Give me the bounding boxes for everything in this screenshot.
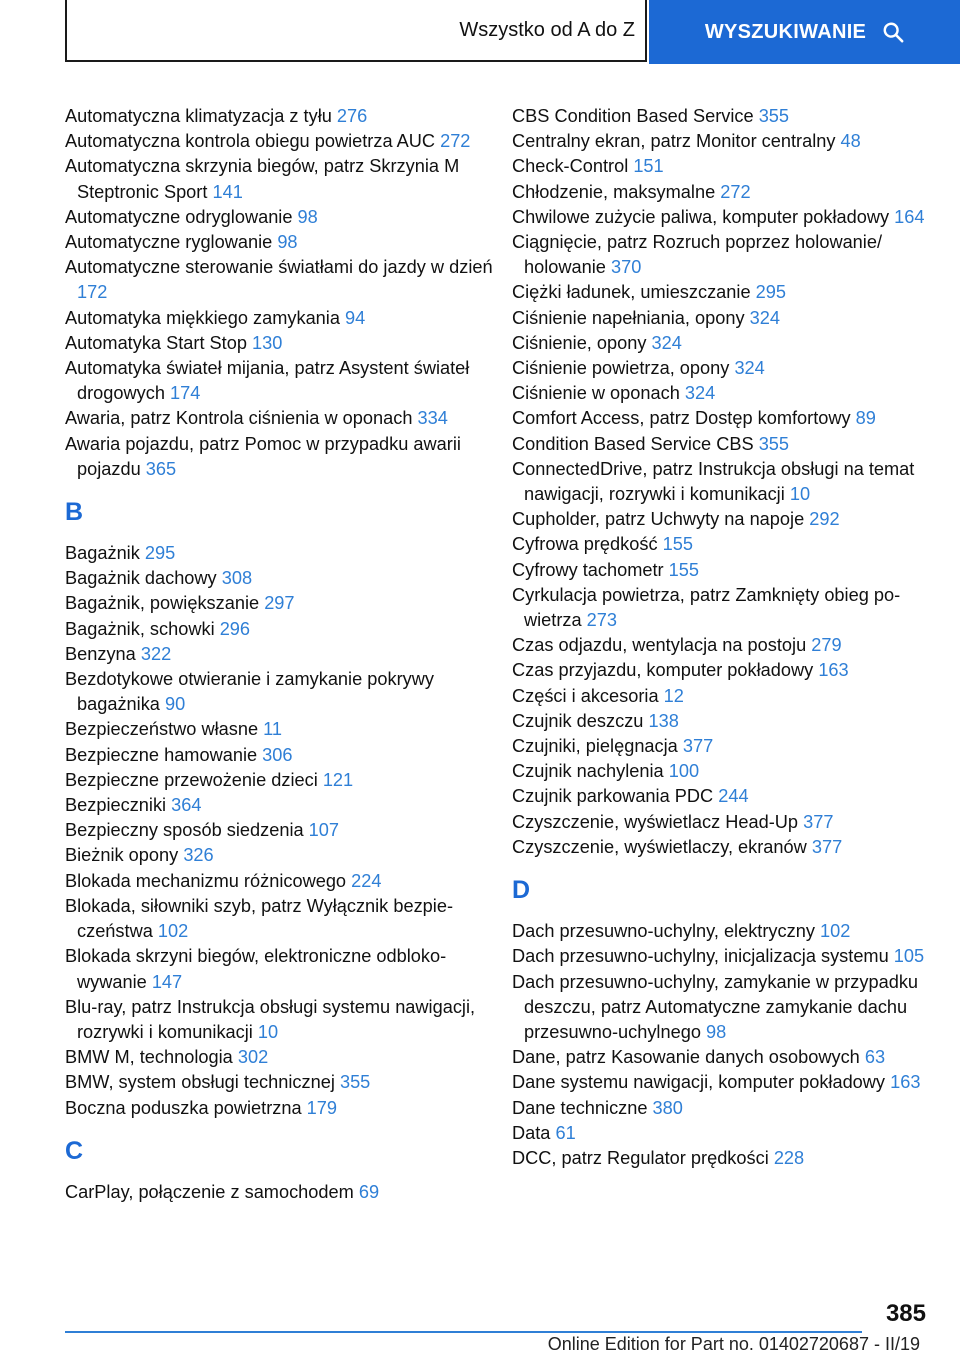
index-entry-text: Ciśnienie w oponach — [512, 383, 680, 404]
page-reference-link[interactable]: 244 — [718, 786, 749, 807]
index-entry-text: Bezpieczniki — [65, 795, 167, 816]
index-entry-text: Bezpieczne przewożenie dzieci — [65, 769, 318, 790]
page-reference-link[interactable]: 370 — [610, 257, 642, 278]
index-entry-text: Czujnik deszczu — [512, 710, 644, 731]
page-reference-link[interactable]: 11 — [263, 719, 283, 740]
index-entry — [65, 944, 495, 994]
page-reference-link[interactable]: 295 — [144, 543, 176, 564]
index-entry — [512, 180, 932, 205]
index-entry-text: Bagażnik — [65, 543, 140, 564]
index-entry — [512, 205, 932, 230]
index-entry-text: Dach przesuwno-uchylny, elektryczny — [512, 921, 815, 942]
page-reference-link[interactable]: 334 — [417, 408, 448, 429]
index-entry-text: Czyszczenie, wyświetlacz Head-Up — [512, 811, 799, 832]
page-reference-link[interactable]: 138 — [648, 710, 679, 731]
index-entry-text: Czujniki, pielęgnacja — [512, 736, 678, 757]
page-reference-link[interactable]: 179 — [306, 1097, 338, 1118]
index-entry-text: BMW M, technologia — [65, 1047, 233, 1068]
page-reference-link[interactable]: 296 — [219, 618, 251, 639]
index-entry — [512, 154, 932, 179]
index-entry-text: Dach przesuwno-uchylny, inicjalizacja systemu — [512, 946, 889, 967]
index-entry — [65, 591, 495, 616]
index-entry-text: Bagażnik, schowki — [65, 618, 215, 639]
page-reference-link[interactable]: 377 — [811, 836, 843, 857]
a-to-z-tab-label: Wszystko od A do Z — [459, 18, 635, 41]
index-entry — [512, 1045, 932, 1070]
index-entry-text: Automatyczne odryglowanie — [65, 206, 293, 227]
index-entry — [512, 1070, 932, 1095]
page-reference-link[interactable]: 297 — [264, 593, 295, 614]
page-reference-link[interactable]: 364 — [171, 795, 202, 816]
index-entry — [512, 784, 932, 809]
page-reference-link[interactable]: 377 — [682, 736, 714, 757]
index-entry — [512, 583, 932, 633]
index-entry — [65, 642, 495, 667]
index-column-left — [65, 104, 495, 1205]
index-entry-text: Dach przesuwno-uchylny, zamykanie w przypadku deszczu, patrz Automatyczne zamykanie dachu przesuwno-uchylnego — [512, 971, 919, 1042]
index-entry-text: Bieżnik opony — [65, 845, 179, 866]
index-column-right — [512, 104, 932, 1171]
search-tab-label: WYSZUKIWANIE — [704, 20, 867, 43]
section-letter: C — [65, 1136, 84, 1165]
index-entry — [512, 633, 932, 658]
index-entry — [512, 810, 932, 835]
index-entry-text: Ciśnienie powietrza, opony — [512, 358, 730, 379]
index-entry-text: Czujnik parkowania PDC — [512, 786, 714, 807]
page-reference-link[interactable]: 279 — [811, 635, 842, 656]
page-reference-link[interactable]: 324 — [651, 332, 682, 353]
index-entry-text: Dane techniczne — [512, 1097, 648, 1118]
page-reference-link[interactable]: 272 — [720, 181, 751, 202]
index-entry — [65, 1045, 495, 1070]
index-entry-text: Benzyna — [65, 643, 136, 664]
index-entry-text: Czyszczenie, wyświetlaczy, ekranów — [512, 836, 807, 857]
page-reference-link[interactable]: 155 — [668, 559, 700, 580]
index-entry-text: Chwilowe zużycie paliwa, komputer pokładowy — [512, 206, 890, 227]
index-entry — [512, 406, 932, 431]
index-entry-text: Centralny ekran, patrz Monitor centralny — [512, 131, 836, 152]
index-entry-text: Dane, patrz Kasowanie danych osobowych — [512, 1047, 860, 1068]
page-reference-link[interactable]: 102 — [157, 921, 189, 942]
index-entry — [512, 129, 932, 154]
index-entry — [65, 406, 495, 431]
index-entry — [65, 356, 495, 406]
page-reference-link[interactable]: 324 — [749, 307, 780, 328]
page-reference-link[interactable]: 98 — [297, 206, 318, 227]
index-entry — [512, 457, 932, 507]
index-entry-text: Czas odjazdu, wentylacja na postoju — [512, 635, 807, 656]
page-reference-link[interactable]: 355 — [339, 1072, 371, 1093]
index-entry — [512, 1146, 932, 1171]
index-entry — [65, 793, 495, 818]
index-entry-text: Bezdotykowe otwieranie i zamykanie pokrywy bagażnika — [65, 669, 434, 715]
page-reference-link[interactable]: 355 — [758, 433, 790, 454]
index-entry-text: Bagażnik, powiększanie — [65, 593, 260, 614]
index-entry-text: ConnectedDrive, patrz Instrukcja obsługi na temat nawigacji, rozrywki i komunikacji — [512, 458, 915, 505]
page-reference-link[interactable]: 377 — [803, 811, 834, 832]
page-reference-link[interactable]: 163 — [890, 1072, 921, 1093]
page-reference-link[interactable]: 172 — [77, 282, 108, 303]
index-entry — [65, 894, 495, 944]
index-entry — [65, 1096, 495, 1121]
index-entry — [512, 709, 932, 734]
index-entry-text: Awaria pojazdu, patrz Pomoc w przypadku awarii pojazdu — [65, 433, 461, 479]
footer-divider — [65, 1331, 862, 1333]
page-reference-link[interactable]: 10 — [789, 484, 811, 505]
index-entry-text: CarPlay, połączenie z samochodem — [65, 1181, 354, 1202]
index-entry — [512, 507, 932, 532]
index-entry-text: BMW, system obsługi technicznej — [65, 1072, 335, 1093]
search-tab[interactable] — [649, 0, 960, 64]
index-entry-text: Blokada skrzyni biegów, elektroniczne odblokowywanie — [65, 946, 447, 992]
page-reference-link[interactable]: 147 — [151, 971, 183, 992]
page-reference-link[interactable]: 163 — [818, 660, 849, 681]
section-letter: B — [65, 498, 84, 527]
index-entry — [65, 667, 495, 717]
index-entry — [65, 717, 495, 742]
index-entry — [65, 104, 495, 129]
page-reference-link[interactable]: 326 — [183, 845, 214, 866]
page-reference-link[interactable]: 130 — [252, 332, 283, 353]
index-entry-text: Dane systemu nawigacji, komputer pokładowy — [512, 1072, 886, 1093]
index-entry — [65, 818, 495, 843]
index-entry-text: Automatyczna skrzynia biegów, patrz Skrzynia M Steptronic Sport — [65, 156, 460, 202]
index-entry-text: Ciśnienie napełniania, opony — [512, 307, 745, 328]
index-entry — [65, 129, 495, 154]
index-entry — [65, 432, 495, 482]
index-entry — [65, 617, 495, 642]
page-reference-link[interactable]: 380 — [652, 1097, 683, 1118]
index-entry-text: Bezpieczne hamowanie — [65, 744, 258, 765]
page-reference-link[interactable]: 276 — [336, 106, 368, 126]
page-reference-link[interactable]: 324 — [734, 358, 765, 379]
page-reference-link[interactable]: 272 — [440, 131, 471, 152]
index-entry — [512, 558, 932, 583]
index-entry-text: Automatyczne sterowanie światłami do jazdy w dzień — [65, 257, 493, 278]
page-reference-link[interactable]: 295 — [755, 282, 786, 303]
page-reference-link[interactable]: 306 — [262, 744, 293, 765]
index-entry — [65, 205, 495, 230]
index-entry — [65, 255, 495, 305]
page-reference-link[interactable]: 302 — [237, 1047, 269, 1068]
index-entry — [512, 1121, 932, 1146]
index-entry-text: Automatyka miękkiego zamykania — [65, 307, 340, 328]
index-entry — [512, 432, 932, 457]
page-reference-link[interactable]: 224 — [351, 870, 382, 891]
footer-edition: Online Edition for Part no. 01402720687 - II/19 — [547, 1334, 920, 1354]
index-entry-text: Ciężki ładunek, umieszczanie — [512, 282, 751, 303]
index-entry-text: Bezpieczny sposób siedzenia — [65, 820, 304, 841]
index-entry-text: Ciągnięcie, patrz Rozruch poprzez holowanie/ holowanie — [512, 232, 883, 278]
index-entry-text: Cyrkulacja powietrza, patrz Zamknięty obieg powietrza — [512, 584, 901, 631]
index-entry — [65, 843, 495, 868]
index-entry — [512, 331, 932, 356]
index-entry — [65, 995, 495, 1045]
page-reference-link[interactable]: 141 — [212, 181, 243, 202]
page-number: 385 — [885, 1300, 926, 1327]
index-entry — [512, 280, 932, 305]
page-reference-link[interactable]: 90 — [164, 694, 186, 715]
page-reference-link[interactable]: 98 — [706, 1021, 727, 1042]
page-reference-link[interactable]: 100 — [668, 761, 700, 782]
index-entry — [512, 1096, 932, 1121]
index-entry — [512, 684, 932, 709]
index-entry — [65, 743, 495, 768]
page-reference-link[interactable]: 121 — [322, 769, 354, 790]
page-reference-link[interactable]: 273 — [586, 610, 618, 631]
index-entry-text: Bezpieczeństwo własne — [65, 719, 259, 740]
page-reference-link[interactable]: 107 — [308, 820, 340, 841]
index-entry-text: Boczna poduszka powietrzna — [65, 1097, 302, 1118]
page-reference-link[interactable]: 174 — [170, 383, 201, 404]
index-entry — [512, 944, 932, 969]
page-reference-link[interactable]: 155 — [662, 534, 693, 555]
index-entry — [512, 658, 932, 683]
top-navigation — [65, 0, 960, 64]
section-letter: D — [512, 876, 531, 905]
index-entry — [65, 566, 495, 591]
page-reference-link[interactable]: 308 — [221, 568, 253, 589]
index-entry — [65, 306, 495, 331]
index-entry — [512, 306, 932, 331]
index-entry — [512, 734, 932, 759]
index-entry-text: Cyfrowy tachometr — [512, 559, 664, 580]
page-reference-link[interactable]: 292 — [809, 509, 840, 530]
index-entry-text: Automatyczna kontrola obiegu powietrza AUC — [65, 131, 436, 152]
page-reference-link[interactable]: 61 — [555, 1122, 576, 1143]
index-entry — [512, 230, 932, 280]
index-entry — [512, 970, 932, 1046]
index-entry-text: Automatyka Start Stop — [65, 332, 247, 353]
index-entry — [512, 919, 932, 944]
index-entry-text: Automatyczna klimatyzacja z tyłu — [65, 106, 332, 126]
index-entry — [512, 104, 932, 129]
index-entry-text: CBS Condition Based Service — [512, 106, 754, 126]
index-entry — [512, 759, 932, 784]
page-reference-link[interactable]: 151 — [633, 156, 664, 177]
a-to-z-tab[interactable] — [65, 0, 647, 62]
page-reference-link[interactable]: 102 — [819, 921, 851, 942]
page-reference-link[interactable]: 355 — [758, 106, 790, 126]
index-entry-text: Blu-ray, patrz Instrukcja obsługi systemu nawigacji, rozrywki i komunikacji — [65, 996, 476, 1042]
index-entry-text: DCC, patrz Regulator prędkości — [512, 1147, 769, 1168]
page-reference-link[interactable]: 89 — [855, 408, 876, 429]
page-reference-link[interactable]: 228 — [773, 1147, 805, 1168]
search-icon — [882, 21, 904, 43]
index-entry — [512, 381, 932, 406]
index-entry — [65, 1180, 495, 1205]
page-reference-link[interactable]: 164 — [894, 206, 925, 227]
page-reference-link[interactable]: 94 — [345, 307, 366, 328]
index-entry-text: Automatyka świateł mijania, patrz Asystent świateł drogowych — [65, 358, 470, 404]
index-entry-text: Cupholder, patrz Uchwyty na napoje — [512, 509, 805, 530]
index-entry-text: Data — [512, 1122, 551, 1143]
index-entry-text: Condition Based Service CBS — [512, 433, 754, 454]
index-entry-text: Ciśnienie, opony — [512, 332, 647, 353]
index-entry-text: Blokada, siłowniki szyb, patrz Wyłącznik bezpieczeństwa — [65, 895, 453, 942]
page-reference-link[interactable]: 98 — [277, 232, 298, 253]
index-entry-text: Awaria, patrz Kontrola ciśnienia w oponach — [65, 408, 413, 429]
page-reference-link[interactable]: 322 — [140, 643, 172, 664]
index-entry-text: Czujnik nachylenia — [512, 761, 664, 782]
page-reference-link[interactable]: 324 — [684, 383, 716, 404]
index-entry — [65, 230, 495, 255]
page-reference-link[interactable]: 365 — [145, 458, 177, 479]
index-entry-text: Chłodzenie, maksymalne — [512, 181, 716, 202]
index-entry-text: Części i akcesoria — [512, 685, 659, 706]
page-reference-link[interactable]: 63 — [864, 1047, 886, 1068]
index-entry — [65, 154, 495, 204]
index-entry-text: Bagażnik dachowy — [65, 568, 217, 589]
index-entry-text: Czas przyjazdu, komputer pokładowy — [512, 660, 814, 681]
page-reference-link[interactable]: 12 — [663, 685, 684, 706]
page-reference-link[interactable]: 10 — [257, 1021, 279, 1042]
index-entry-text: Blokada mechanizmu różnicowego — [65, 870, 347, 891]
page-reference-link[interactable]: 69 — [358, 1181, 380, 1202]
index-entry — [512, 835, 932, 860]
index-entry-text: Comfort Access, patrz Dostęp komfortowy — [512, 408, 851, 429]
index-entry — [512, 532, 932, 557]
page-reference-link[interactable]: 105 — [893, 946, 925, 967]
index-entry — [65, 541, 495, 566]
index-entry — [65, 331, 495, 356]
index-entry — [512, 356, 932, 381]
page-reference-link[interactable]: 48 — [840, 131, 861, 152]
index-entry-text: Check-Control — [512, 156, 629, 177]
index-entry-text: Automatyczne ryglowanie — [65, 232, 273, 253]
index-entry — [65, 869, 495, 894]
index-entry — [65, 768, 495, 793]
index-entry-text: Cyfrowa prędkość — [512, 534, 658, 555]
index-entry — [65, 1070, 495, 1095]
